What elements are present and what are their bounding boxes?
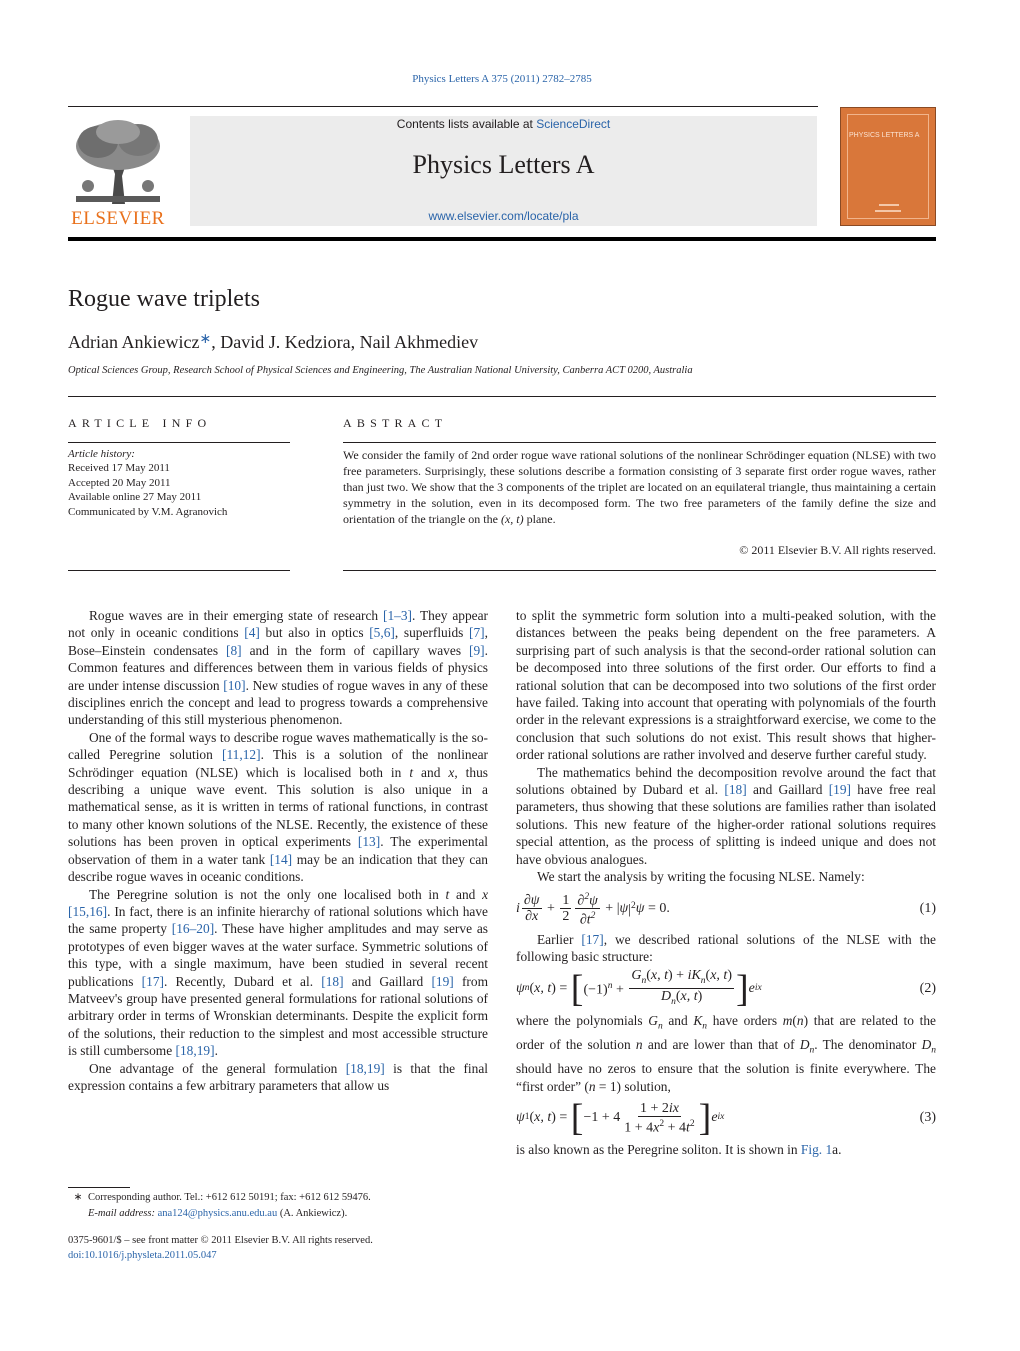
citation-link[interactable]: [15,16] xyxy=(68,903,108,919)
citation-link[interactable]: [10] xyxy=(223,677,246,693)
paragraph: We start the analysis by writing the focusing NLSE. Namely: xyxy=(537,869,865,885)
email-link[interactable]: ana124@physics.anu.edu.au xyxy=(157,1208,278,1219)
equation-number: (3) xyxy=(919,1110,936,1126)
paragraph: Rogue waves are in their emerging state of research [1–3]. They appear not only in oceanic conditions [4] but also in optics [5,6], superfluids [7], Bose–Einstein condensates [8] and in the form of capillary waves [9]. Common features and differences between them in various fields of physics are under intense discussion [10]. New studies of rogue waves in any of these disciplines enrich the concept and lead to progress towards a comprehensive understanding of this still mysterious phenomenon. xyxy=(68,608,489,728)
equation-body: i $\frac{\partial\psi}{\partial x}$ + $\frac{1}{2}$ $\frac{\partial^2\psi}{\partial t^2}$ + | ψ $|^2$ ψ = 0. xyxy=(516,891,670,928)
communicated-by: Communicated by V.M. Agranovich xyxy=(68,505,228,518)
online-date: Available online 27 May 2011 xyxy=(68,491,202,504)
issn-line: 0375-9601/$ – see front matter © 2011 Elsevier B.V. All rights reserved. xyxy=(68,1235,373,1246)
citation-link[interactable]: [13] xyxy=(357,834,381,850)
citation-link[interactable]: [8] xyxy=(226,642,242,658)
article-info-heading: ARTICLE INFO xyxy=(68,416,212,430)
journal-masthead xyxy=(190,116,817,226)
journal-cover-thumbnail[interactable] xyxy=(840,107,936,226)
citation-link[interactable]: [16–20] xyxy=(171,921,215,937)
abstract-text: We consider the family of 2nd order rogue wave rational solutions of the nonlinear Schrödinger equation (NLSE) with two free parameters. Surprisingly, these solutions describe a formation consisting of 3 separate first order rogue waves, rather than just two. We show that the 3 components of the triplet are located on an equilateral triangle, thus maintaining a certain symmetry in the solution, even in its decomposed form. The two free parameters of the family define the size and orientation of the triangle on the (x, t) plane. xyxy=(343,448,936,526)
citation-link[interactable]: [5,6] xyxy=(369,625,395,641)
equation-3 xyxy=(516,1097,936,1140)
citation-link[interactable]: [18] xyxy=(724,782,747,798)
citation-link[interactable]: [1–3] xyxy=(382,608,412,623)
elsevier-tree-icon xyxy=(68,116,168,208)
citation-link[interactable]: [4] xyxy=(244,625,260,641)
journal-title: Physics Letters A xyxy=(412,150,595,179)
equation-number: (2) xyxy=(919,981,936,997)
abstract-heading: ABSTRACT xyxy=(343,416,448,430)
article-history xyxy=(68,447,290,519)
author-list: Adrian Ankiewicz∗, David J. Kedziora, Nail Akhmediev xyxy=(68,332,479,352)
citation-link[interactable]: [18] xyxy=(321,973,344,989)
citation-link[interactable]: [7] xyxy=(469,625,485,641)
affiliation: Optical Sciences Group, Research School of Physical Sciences and Engineering, The Australian National University, Canberra ACT 0200, Australia xyxy=(68,365,693,376)
citation-link[interactable]: [19] xyxy=(828,782,852,798)
cover-title: PHYSICS LETTERS A xyxy=(849,132,920,139)
equation-body: ψ n ( x, t ) = [ $(-1)^n$ + $\frac{G_n(x, t) + iK_n(x, t)}{D_n(x, t)}$ ] e ix xyxy=(516,967,762,1010)
equation-2 xyxy=(516,968,936,1011)
equation-1 xyxy=(516,890,936,928)
paragraph: The mathematics behind the decomposition revolve around the fact that solutions obtained by Dubard et al. [18] and Gaillard [19] have free real parameters, thus showing that these solutions are families rather than isolated solutions. This new feature of the higher-order rational solutions requires special attention, as the process of splitting is indeed unique and does not have obvious analogues. xyxy=(516,764,936,867)
history-label: Article history: xyxy=(68,448,135,460)
journal-reference[interactable]: Physics Letters A 375 (2011) 2782–2785 xyxy=(412,73,592,85)
front-matter-footer xyxy=(68,1233,488,1263)
paragraph: to split the symmetric form solution into a multi-peaked solution, with the distances between the peaks being dependent on the free parameters. A surprising part of such analysis is that the second-order rational solution can be decomposed into three solutions of the first order. Our efforts to find a rational solution that can be decomposed into two solutions of the first order have failed. Taking into account that operating with polynomials of the fourth order in the relevant expressions is a straightforward exercise, we come to the conclusion that such solutions do not exist. This result shows that higher-order rational solutions are rather involved and deserve further careful study. xyxy=(516,608,936,763)
corresponding-author-footnote: ∗ Corresponding author. Tel.: +612 612 50191; fax: +612 612 59476. E-mail address: ana124@physics.anu.edu.au (A. Ankiewicz). xyxy=(68,1190,488,1222)
paragraph: Earlier [17], we described rational solutions of the NLSE with the following basic structure: xyxy=(516,931,936,965)
paragraph: One advantage of the general formulation [18,19] is that the final expression contains a few arbitrary parameters that allow us xyxy=(68,1060,488,1093)
doi-link[interactable]: doi:10.1016/j.physleta.2011.05.047 xyxy=(68,1250,217,1261)
citation-link[interactable]: [17] xyxy=(141,973,164,989)
abstract-copyright: © 2011 Elsevier B.V. All rights reserved. xyxy=(739,543,936,557)
figure-link[interactable]: Fig. 1 xyxy=(800,1142,833,1158)
article-title: Rogue wave triplets xyxy=(68,286,260,312)
section-rule xyxy=(68,396,936,397)
citation-link[interactable]: [18,19] xyxy=(345,1060,385,1076)
accepted-date: Accepted 20 May 2011 xyxy=(68,476,171,489)
citation-link[interactable]: [11,12] xyxy=(222,747,261,763)
footnote-rule xyxy=(68,1187,130,1188)
paragraph: is also known as the Peregrine soliton. It is shown in Fig. 1a. xyxy=(516,1142,842,1158)
citation-link[interactable]: [14] xyxy=(269,851,293,867)
corresponding-author-mark[interactable]: ∗ xyxy=(199,332,212,347)
elsevier-logo xyxy=(68,116,168,228)
header-thick-rule xyxy=(68,237,936,241)
paragraph: The Peregrine solution is not the only one localised both in t and x [15,16]. In fact, there is an infinite hierarchy of rational solutions which have the same property [16–20]. These have higher amplitudes and may serve as prototypes of even bigger waves at the water surface. Symmetric solutions of this type, with a single maximum, have been studied in several recent publications [17]. Recently, Dubard et al. [18] and Gaillard [19] from Matveev's group have presented general formulations for rational solutions of arbitrary order in terms of Wronskian determinants. Despite the explicit form of the solutions, their reduction to the simplest and most accessible structure is still cumbersome [18,19]. xyxy=(68,886,489,1059)
equation-body: ψ 1 ( x, t ) = [ −1 + 4 $\frac{1 + 2ix}{1 + 4x^2 + 4t^2}$ ] e ix xyxy=(516,1097,725,1140)
citation-link[interactable]: [17] xyxy=(581,931,604,947)
paragraph: One of the formal ways to describe rogue waves mathematically is the so-called Peregrine solution [11,12]. This is a solution of the nonlinear Schrödinger equation (NLSE) which is localised both in t and x, thus describing a unique wave event. This solution is also unique in a mathematical sense, as it is written in terms of rational functions, in contrast to many other known solutions of the NLSE. Recently, the existence of these solutions has been proven in optical experiments [13]. The experimental observation of them in a water tank [14] may be an indication that they can describe rogue waves in oceanic conditions. xyxy=(68,729,488,885)
contents-line: Contents lists available at ScienceDirect xyxy=(396,117,611,131)
header-rule xyxy=(68,106,818,107)
equation-number: (1) xyxy=(919,900,936,916)
citation-link[interactable]: [19] xyxy=(431,973,454,989)
received-date: Received 17 May 2011 xyxy=(68,462,170,475)
body-column-left xyxy=(68,607,488,1094)
body-column-right xyxy=(516,607,936,1159)
elsevier-wordmark: ELSEVIER xyxy=(71,208,165,229)
citation-link[interactable]: [9] xyxy=(469,642,485,658)
journal-url-link[interactable]: www.elsevier.com/locate/pla xyxy=(428,209,579,223)
paragraph: where the polynomials $G_n$ and $K_n$ have orders m(n) that are related to the order of the solution n and are lower than that of $D_n$. The denominator $D_n$ should have no zeros to ensure that the solution is finite everywhere. The “first order” (n = 1) solution, xyxy=(516,1013,937,1094)
sciencedirect-link[interactable]: ScienceDirect xyxy=(536,117,611,131)
citation-link[interactable]: [18,19] xyxy=(175,1043,215,1059)
footnote-mark: ∗ xyxy=(73,1192,83,1203)
